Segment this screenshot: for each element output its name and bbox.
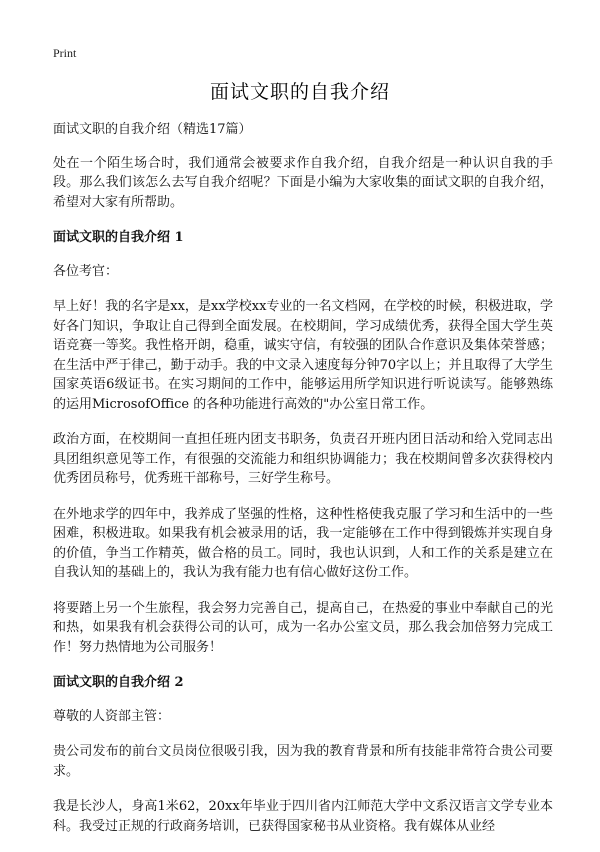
document-title: 面试文职的自我介绍	[209, 81, 390, 103]
section-heading-1: 面试文职的自我介绍 1	[53, 230, 184, 245]
section-1-paragraph: 在外地求学的四年中，我养成了坚强的性格，这种性格使我克服了学习和生活中的一些困难，积极进取。如果我有机会被录用的话，我一定能够在工作中得到锻炼并实现自身的价值，争当工作精英，做合格的员工。同时，我也认识到，人和工作的关系是建立在自我认知的基础上的，我认为我有能力也有信心做好这份工作。	[53, 506, 553, 580]
section-1-greeting: 各位考官：	[53, 263, 119, 279]
section-1-paragraph: 早上好！我的名字是xx，是xx学校xx专业的一名文档网，在学校的时候，积极进取，学好各门知识，争取让自己得到全面发展。在校期间，学习成绩优秀，获得全国大学生英语竞赛一等奖。我性格开朗，稳重，诚实守信，有较强的团队合作意识及集体荣誉感；在生活中严于律己，勤于动手。我的中文录入速度每分钟70字以上；并且取得了大学生国家英语6级证书。在实习期间的工作中，能够运用所学知识进行听说读写。能够熟练的运用MicrosofOffice 的各种功能进行高效的"办公室日常工作。	[53, 299, 553, 412]
print-link[interactable]: Print	[53, 46, 77, 60]
section-2-paragraph: 我是长沙人，身高1米62，20xx年毕业于四川省内江师范大学中文系汉语言文学专业本科。我受过正规的行政商务培训，已获得国家秘书从业资格。我有媒体从业经	[53, 799, 553, 834]
section-1-paragraph: 将要踏上另一个生旅程，我会努力完善自己，提高自己，在热爱的事业中奉献自己的光和热，如果我有机会获得公司的认可，成为一名办公室文员，那么我会加倍努力完成工作！努力热情地为公司服务！	[53, 600, 553, 655]
section-1-paragraph: 政治方面，在校期间一直担任班内团支书职务，负责召开班内团日活动和给入党同志出具团组织意见等工作，有很强的交流能力和组织协调能力；我在校期间曾多次获得校内优秀团员称号，优秀班干部称号，三好学生称号。	[53, 432, 553, 486]
section-2-greeting: 尊敬的人资部主管：	[53, 708, 171, 724]
section-2-paragraph: 贵公司发布的前台文员岗位很吸引我，因为我的教育背景和所有技能非常符合贵公司要求。	[53, 744, 553, 779]
document-body	[53, 120, 553, 852]
intro-paragraph: 处在一个陌生场合时，我们通常会被要求作自我介绍，自我介绍是一种认识自我的手段。那么我们该怎么去写自我介绍呢？下面是小编为大家收集的面试文职的自我介绍，希望对大家有所帮助。	[53, 155, 553, 210]
document-subtitle: 面试文职的自我介绍（精选17篇）	[53, 122, 252, 137]
section-heading-2: 面试文职的自我介绍 2	[53, 675, 184, 690]
